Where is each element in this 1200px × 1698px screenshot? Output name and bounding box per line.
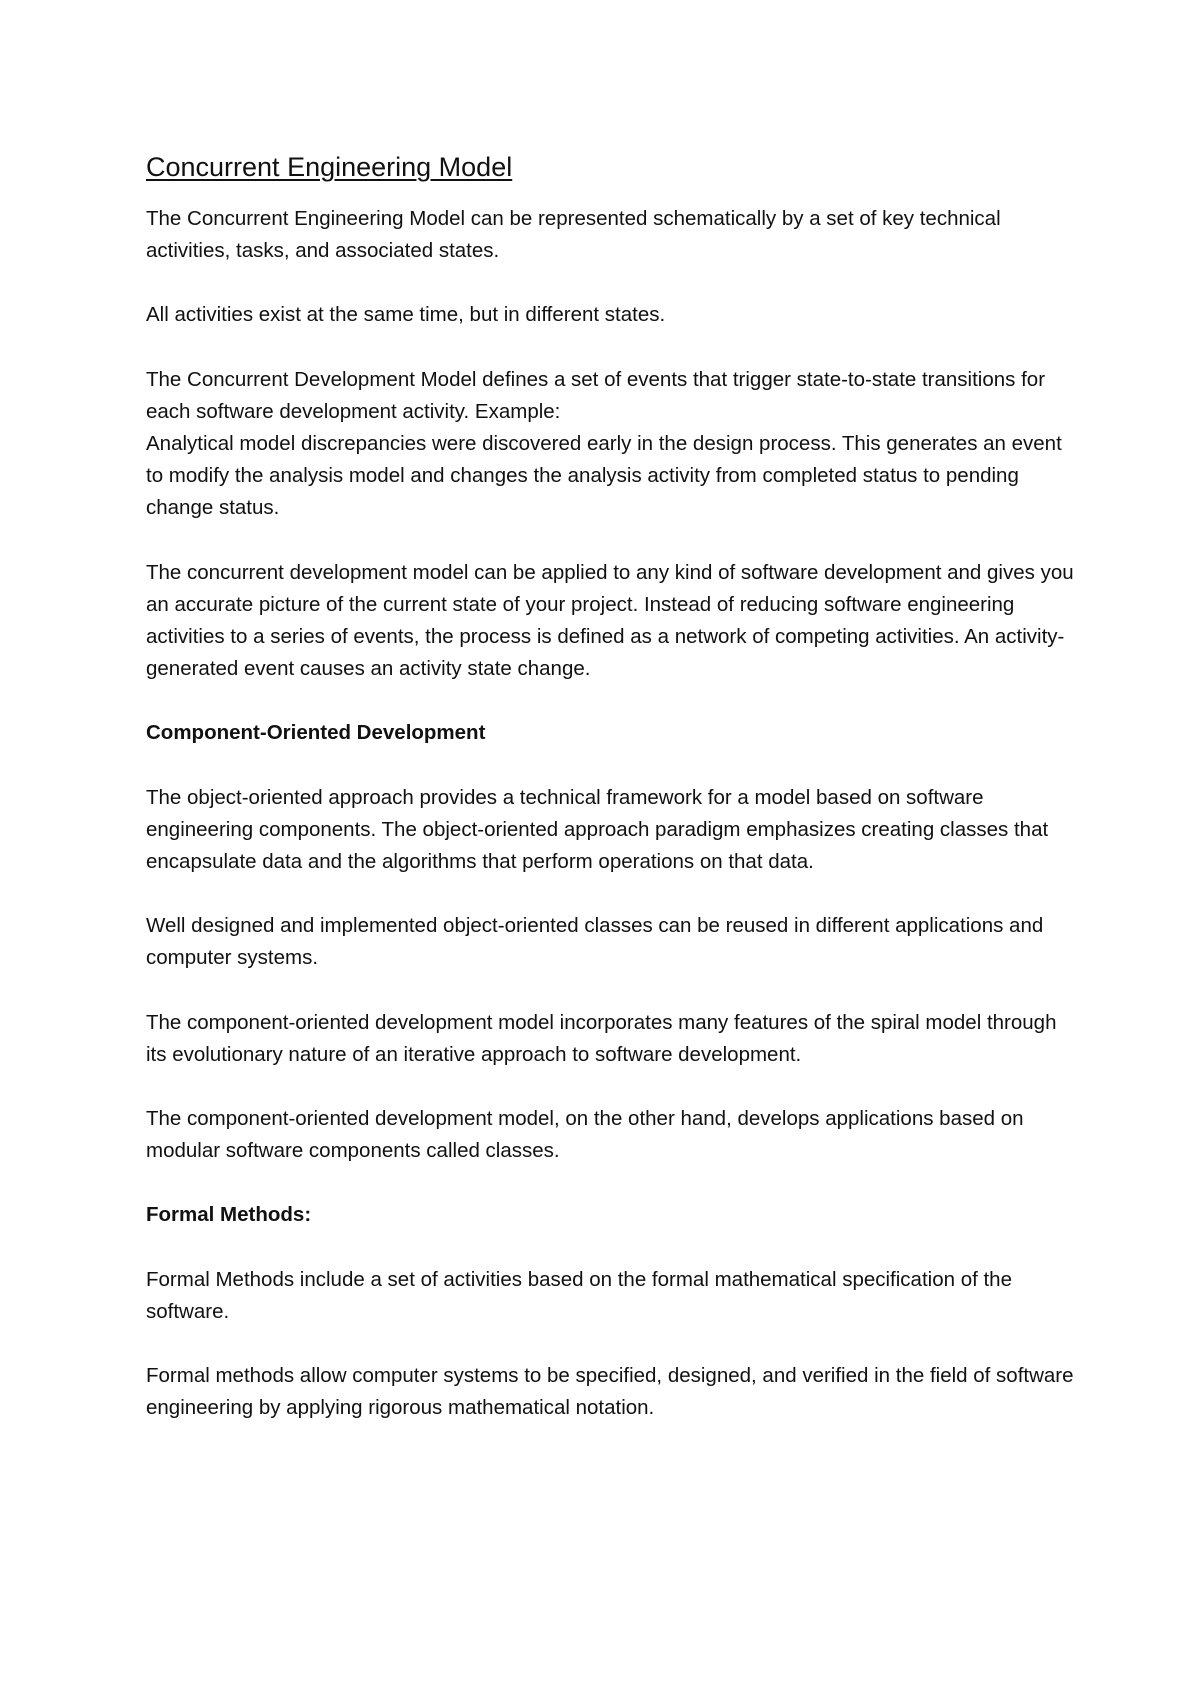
- paragraph-formal-methods-notation: Formal methods allow computer systems to be specified, designed, and verified in the field of software engineering by applying rigorous mathematical notation.: [146, 1364, 1074, 1420]
- paragraph-formal-methods-definition: Formal Methods include a set of activities based on the formal mathematical specification of the software.: [146, 1267, 1012, 1323]
- paragraph-reuse: Well designed and implemented object-oriented classes can be reused in different applications and computer systems.: [146, 914, 1044, 970]
- page-title: Concurrent Engineering Model: [146, 152, 513, 182]
- paragraph-spiral-features: The component-oriented development model incorporates many features of the spiral model through its evolutionary nature of an iterative approach to software development.: [146, 1010, 1057, 1066]
- paragraph-concurrent-application: The concurrent development model can be applied to any kind of software development and gives you an accurate picture of the current state of your project. Instead of reducing software engineering activities to a series of events, the process is defined as a network of competing activities. An activity-generated event causes an activity state change.: [146, 560, 1074, 681]
- paragraph-example: Analytical model discrepancies were discovered early in the design process. This generates an event to modify the analysis model and changes the analysis activity from completed status to pending change status.: [146, 432, 1062, 520]
- paragraph-modular-components: The component-oriented development model, on the other hand, develops applications based on modular software components called classes.: [146, 1107, 1024, 1163]
- section-heading-component-oriented: Component-Oriented Development: [146, 721, 486, 745]
- paragraph-activities-states: All activities exist at the same time, but in different states.: [146, 303, 666, 327]
- paragraph-concurrent-intro: The Concurrent Engineering Model can be represented schematically by a set of key technical activities, tasks, and associated states.: [146, 207, 1001, 263]
- document-body: [146, 148, 1076, 1456]
- section-heading-formal-methods: Formal Methods:: [146, 1203, 312, 1227]
- paragraph-concurrent-development-model: The Concurrent Development Model defines a set of events that trigger state-to-state transitions for each software development activity. Example:: [146, 367, 1046, 423]
- paragraph-object-oriented-approach: The object-oriented approach provides a technical framework for a model based on software engineering components. The object-oriented approach paradigm emphasizes creating classes that encapsulate data and the algorithms that perform operations on that data.: [146, 785, 1049, 874]
